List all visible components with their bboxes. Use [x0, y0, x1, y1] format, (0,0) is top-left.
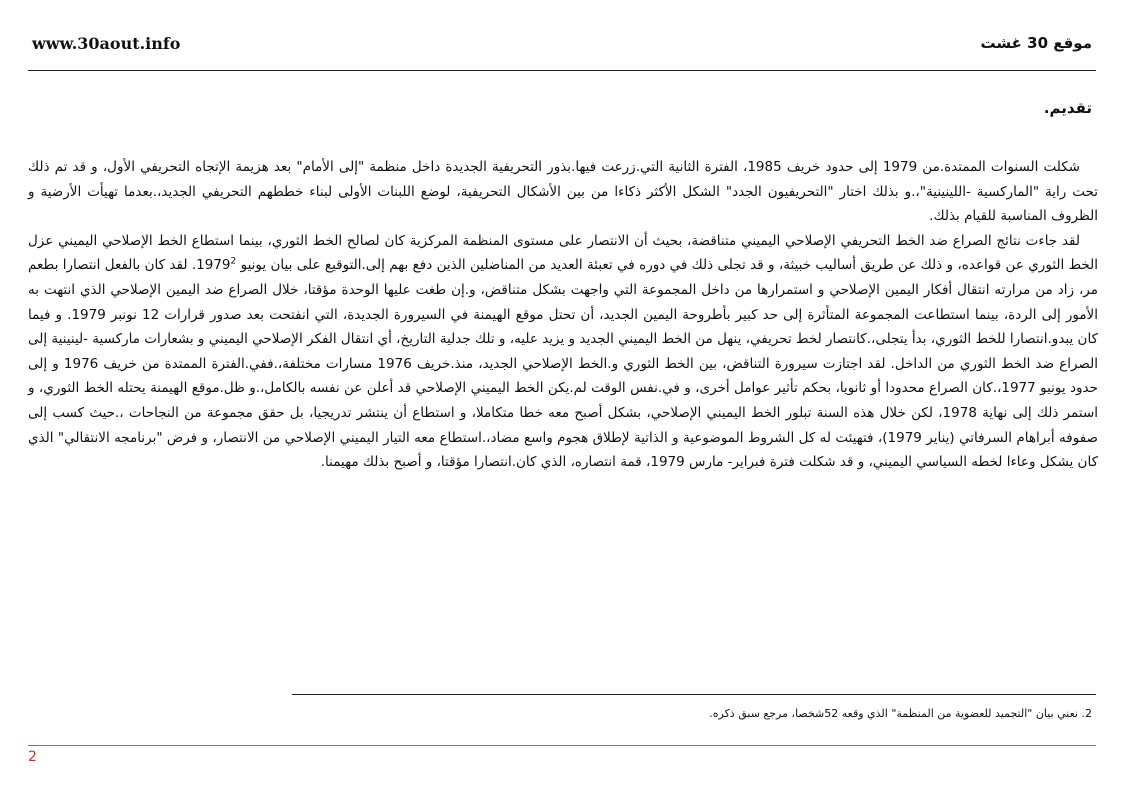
section-heading: تقديم. — [1043, 99, 1092, 117]
body-text — [28, 155, 1098, 475]
page-header — [32, 34, 1092, 60]
site-name: موقع 30 غشت — [980, 34, 1092, 52]
footer-divider — [28, 745, 1096, 746]
paragraph-1 — [28, 155, 1098, 229]
site-url: www.30aout.info — [32, 34, 181, 53]
paragraph-1-text: شكلت السنوات الممتدة.من 1979 إلى حدود خريف 1985، الفترة الثانية التي.زرعت فيها.بذور التحريفية الجديدة داخل منظمة "إلى الأمام" بعد هزيمة الإتجاه التحريفي الأول، و قد تم ذلك تحت راية "الماركسية -اللينينية"،.و بذلك اختار "التحريفيون الجدد" الشكل الأكثر ذكاءا من بين الأشكال التحريفية، لوضع اللبنات الأولى لبناء خططهم التحريفي الجديد،.بعدما تهيأت الأرضية و الظروف المناسبة للقيام بذلك. — [28, 159, 1098, 225]
header-divider — [28, 70, 1096, 71]
paragraph-2-text-start: لقد جاءت نتائج الصراع ضد الخط التحريفي الإصلاحي اليميني متناقضة، بحيث أن الانتصار على مستوى المنظمة المركزية كان لصالح الخط الثوري، بينما استطاع الخط الإصلاحي اليميني عزل الخط الثوري عن قواعده، و ذلك عن طريق أساليب خبيثة، و قد تجلى ذلك في دوره في تعبئة العديد من المناضلين الذين دفع بهم إلى.التوقيع على بيان يونيو 1979 — [28, 232, 1099, 274]
footnote-reference: 2 — [230, 256, 237, 267]
page-number: 2 — [28, 749, 37, 765]
footnote-divider — [292, 694, 1096, 695]
paragraph-2-text-end: . لقد كان بالفعل انتصارا بطعم مر، زاد من مرارته انتقال أفكار اليمين الإصلاحي و استمرارها من داخل المجموعة التي واجهت بشكل متناقض، و.إن طغت عليها الوحدة مؤقتا، خلال الصراع ضد اليمين الإصلاحي الذي انتهت به الأمور إلى الردة، بينما استطاعت المجموعة المتأثرة إلى حد كبير بأطروحة اليمين الجديد، أن تحتل موقع الهيمنة في السيرورة الجديدة، التي انفتحت بعد صدور قرارات 12 نونبر 1979. و فيما كان يبدو.انتصارا للخط الثوري، بدأ يتجلى،.كانتصار لخط تحريفي، ينهل من الخط اليميني الجديد و يزيد عليه، و تلك جدلية التاريخ، أي انتقال الفكر الإصلاحي اليميني و بشعارات ماركسية -لينينية إلى الصراع ضد الخط الثوري من الداخل. لقد اجتازت سيرورة التناقض، بين الخط الثوري و.الخط الإصلاحي الجديد، منذ.خريف 1976 مسارات مختلفة،.ففي.الفترة الممتدة من خريف 1976 و إلى حدود يونيو 1977،.كان الصراع محدودا أو ثانويا، بحكم تأثير عوامل أخرى، و في.نفس الوقت لم.يكن الخط اليميني الإصلاحي قد أعلن عن نفسه بالكامل،.و ظل.موقع الهيمنة يحتله الخط الثوري، و استمر ذلك إلى نهاية 1978، لكن خلال هذه السنة تبلور الخط اليميني الإصلاحي، بشكل أصبح معه خطا متكاملا، و استطاع أن ينتشر تدريجيا، بل حقق مجموعة من النجاحات ،.حيث كسب إلى صفوفه أبراهام السرفاتي (يناير 1979)، فتهيئت له كل الشروط الموضوعية و الذاتية لإطلاق هجوم واسع مضاد،.استطاع معه التيار اليميني الإصلاحي من الانتصار، و فرض "برنامجه الانتقالي" الذي كان يشكل وعاءا لخطه السياسي اليميني، و قد شكلت فترة فبراير- مارس 1979، قمة انتصاره، الذي كان.انتصارا مؤقتا، و أصبح بذلك مهيمنا. — [28, 257, 1099, 471]
footnote: 2. نعني بيان "التجميد للعضوية من المنظمة" الذي وقعه 52شخصا، مرجع سبق ذكره. — [709, 707, 1092, 720]
paragraph-2 — [28, 229, 1098, 475]
